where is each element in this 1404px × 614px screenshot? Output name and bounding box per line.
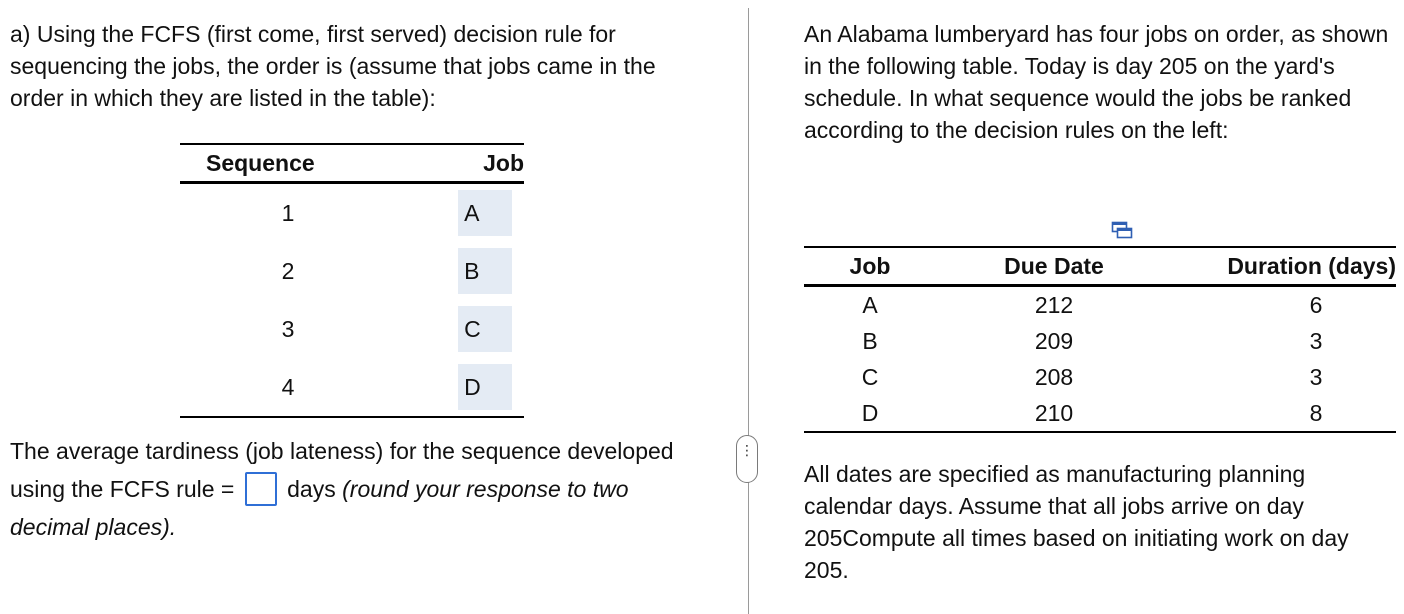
tardiness-prefix: The average tardiness (job lateness) for the sequence developed using the FCFS rule = — [10, 438, 674, 502]
assumptions-note: All dates are specified as manufacturing planning calendar days. Assume that all jobs arrive on day 205Compute all times based on initiating work on day 205. — [804, 461, 1349, 583]
due-date-cell: 208 — [1034, 363, 1074, 390]
table-row — [804, 286, 1396, 324]
table-row — [804, 359, 1396, 395]
table-row — [180, 300, 524, 358]
sequence-number: 2 — [281, 257, 295, 284]
question-intro: a) Using the FCFS (first come, first served) decision rule for sequencing the jobs, the order is (assume that jobs came in the order in which they are listed in the table): — [10, 21, 656, 111]
job-answer-cell[interactable]: A — [458, 190, 512, 236]
tardiness-unit: days — [287, 476, 336, 502]
sequence-number: 4 — [180, 358, 456, 417]
job-answer-cell[interactable]: B — [458, 248, 512, 294]
job-column-header: Job — [804, 247, 936, 286]
tardiness-answer-input[interactable] — [245, 472, 277, 506]
duration-cell: 6 — [1309, 291, 1323, 318]
due-date-cell: 209 — [1034, 327, 1074, 354]
job-answer-cell[interactable]: D — [458, 364, 512, 410]
left-pane — [10, 18, 710, 540]
job-header: Job — [456, 144, 524, 183]
job-cell: A — [862, 291, 878, 318]
jobs-data-table — [804, 246, 1396, 433]
right-pane — [804, 18, 1396, 583]
due-date-cell: 210 — [936, 395, 1196, 432]
job-cell: B — [862, 327, 878, 354]
table-row — [804, 323, 1396, 359]
duration-cell: 3 — [1309, 327, 1323, 354]
rounding-note: (round your response to two decimal places). — [10, 476, 629, 540]
job-answer-cell[interactable]: C — [458, 306, 512, 352]
table-row — [804, 395, 1396, 432]
sequence-header: Sequence — [180, 144, 456, 183]
due-date-column-header: Due Date — [936, 247, 1196, 286]
copy-table-icon[interactable] — [1111, 220, 1133, 240]
table-row — [180, 242, 524, 300]
sequence-number: 1 — [281, 199, 295, 226]
problem-statement: An Alabama lumberyard has four jobs on order, as shown in the following table. Today is day 205 on the yard's schedule. In what sequence would the jobs be ranked according to the decision rules on the left: — [804, 21, 1389, 143]
table-row — [180, 358, 524, 417]
pane-resize-handle[interactable]: ⋮ — [736, 435, 758, 483]
sequence-number: 3 — [281, 315, 295, 342]
job-cell: C — [861, 363, 879, 390]
tardiness-question — [10, 432, 690, 546]
duration-cell: 3 — [1309, 363, 1323, 390]
duration-cell: 8 — [1196, 395, 1396, 432]
pane-divider — [748, 8, 749, 614]
due-date-cell: 212 — [1034, 291, 1074, 318]
table-row — [180, 183, 524, 243]
duration-column-header: Duration (days) — [1196, 247, 1396, 286]
sequence-table — [180, 143, 524, 418]
job-cell: D — [804, 395, 936, 432]
